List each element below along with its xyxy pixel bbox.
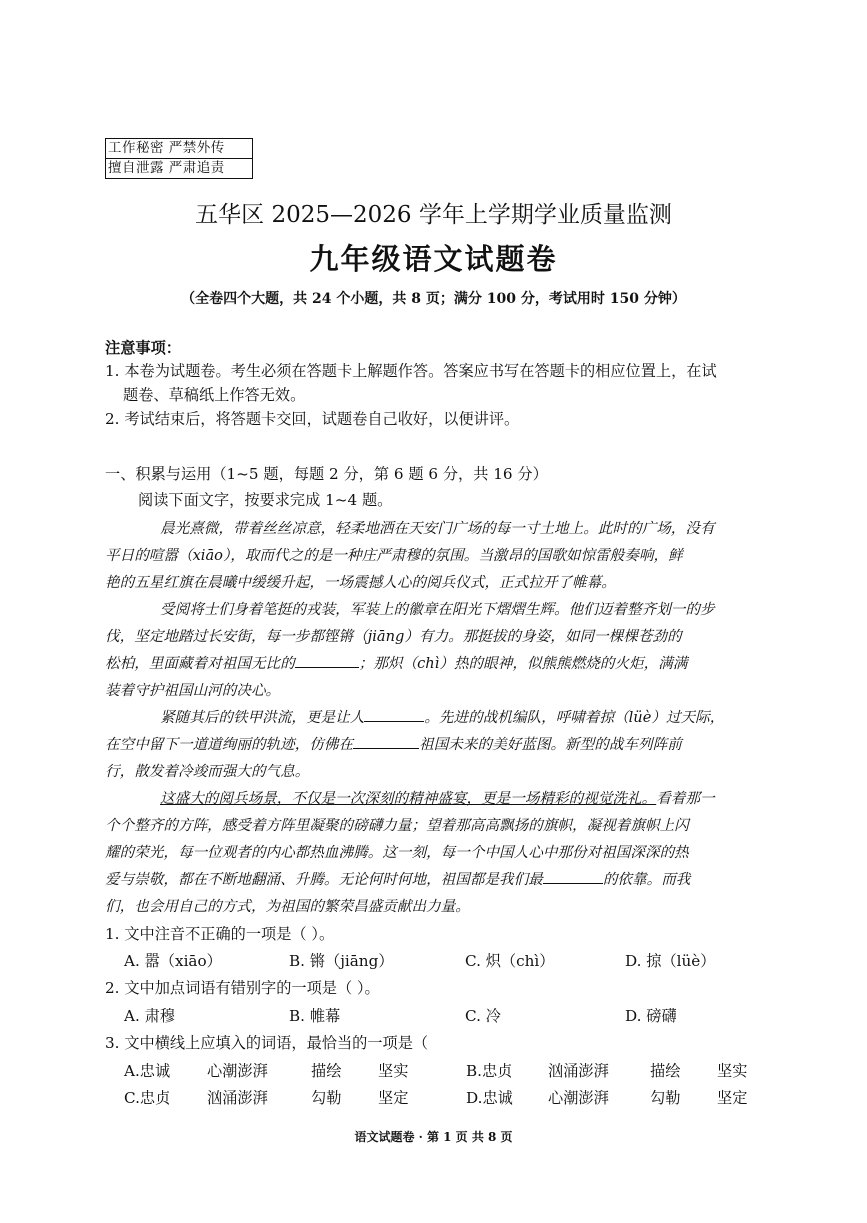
note-1-cont: 题卷、草稿纸上作答无效。 bbox=[123, 386, 306, 404]
passage-text: 爱与崇敬，都在不断地翻涌、升腾。无论何时何地，祖国都是我们最 bbox=[105, 871, 543, 888]
q3-option-d-word: 勾勒 bbox=[650, 1089, 681, 1107]
passage-line bbox=[105, 868, 690, 889]
q3-option-a-word: 心潮澎湃 bbox=[207, 1062, 268, 1080]
passage-text: 紧随其后的铁甲洪流，更是让人 bbox=[160, 709, 365, 726]
confidential-stamp bbox=[105, 138, 253, 179]
q3-option-d: D.忠诚 bbox=[466, 1089, 513, 1107]
passage-line: 装着守护祖国山河的决心。 bbox=[105, 682, 281, 699]
passage-line: 个个整齐的方阵，感受着方阵里凝聚的磅礴力量；望着那高高飘扬的旗帜，凝视着旗帜上闪 bbox=[105, 817, 689, 834]
exam-info: （全卷四个大题，共 24 个小题，共 8 页；满分 100 分，考试用时 150 分钟） bbox=[181, 291, 686, 307]
passage-text: 祖国未来的美好蓝图。新型的战车列阵前 bbox=[419, 736, 682, 753]
note-1: 1. 本卷为试题卷。考生必须在答题卡上解题作答。答案应书写在答题卡的相应位置上，在试 bbox=[105, 362, 717, 380]
q3-option-b-word: 坚实 bbox=[717, 1062, 748, 1080]
q3-option-c-word: 汹涌澎湃 bbox=[207, 1089, 268, 1107]
q3-option-c-word: 坚定 bbox=[378, 1089, 409, 1107]
q3-option-a-word: 坚实 bbox=[378, 1062, 409, 1080]
passage-text: 松柏，里面藏着对祖国无比的 bbox=[105, 655, 295, 672]
passage-line: 耀的荣光，每一位观者的内心都热血沸腾。这一刻，每一个中国人心中那份对祖国深深的热 bbox=[105, 844, 689, 861]
page-footer: 语文试题卷 · 第 1 页 共 8 页 bbox=[354, 1130, 513, 1144]
q2-option-b: B. 帷幕 bbox=[289, 1007, 341, 1025]
q3-option-b-word: 汹涌澎湃 bbox=[548, 1062, 609, 1080]
passage-text: ；那炽（chì）热的眼神，似熊熊燃烧的火炬，满满 bbox=[358, 655, 688, 672]
passage-text: 。先进的战机编队，呼啸着掠（lüè）过天际， bbox=[424, 709, 725, 726]
q3-option-b: B.忠贞 bbox=[466, 1062, 513, 1080]
q3-option-b-word: 描绘 bbox=[650, 1062, 681, 1080]
passage-line: 受阅将士们身着笔挺的戎装，军装上的徽章在阳光下熠熠生辉。他们迈着整齐划一的步 bbox=[160, 601, 715, 618]
q3-option-c-word: 勾勒 bbox=[311, 1089, 342, 1107]
q2-option-a: A. 肃穆 bbox=[124, 1007, 175, 1025]
passage-line bbox=[160, 787, 715, 808]
q3-option-a-word: 描绘 bbox=[311, 1062, 342, 1080]
passage-line: 行，散发着冷竣而强大的气息。 bbox=[105, 763, 310, 780]
passage-line bbox=[105, 652, 687, 673]
question-3-stem: 3. 文中横线上应填入的词语，最恰当的一项是（ bbox=[105, 1034, 429, 1052]
stamp-line-2: 擅自泄露 严肃追责 bbox=[106, 158, 252, 178]
q3-option-d-word: 坚定 bbox=[717, 1089, 748, 1107]
section-1-heading: 一、积累与运用（1~5 题，每题 2 分，第 6 题 6 分，共 16 分） bbox=[105, 465, 548, 483]
q1-option-b: B. 锵（jiāng） bbox=[289, 952, 394, 970]
passage-line: 伐，坚定地踏过长安街，每一步都铿锵（jiāng）有力。那挺拔的身姿，如同一棵棵苍劲的 bbox=[105, 628, 682, 645]
underlined-sentence: 这盛大的阅兵场景，不仅是一次深刻的精神盛宴，更是一场精彩的视觉洗礼。 bbox=[160, 790, 657, 807]
answer-blank bbox=[543, 869, 603, 884]
answer-blank bbox=[364, 707, 424, 722]
passage-text: 的依靠。而我 bbox=[602, 871, 691, 888]
passage-line: 们，也会用自己的方式，为祖国的繁荣昌盛贡献出力量。 bbox=[105, 898, 470, 915]
question-2-stem: 2. 文中加点词语有错别字的一项是（ ）。 bbox=[105, 979, 380, 997]
q3-option-c: C.忠贞 bbox=[124, 1089, 171, 1107]
passage-line bbox=[105, 733, 682, 754]
q2-option-c: C. 冷 bbox=[465, 1007, 501, 1025]
question-1-stem: 1. 文中注音不正确的一项是（ ）。 bbox=[105, 925, 335, 943]
passage-line: 平日的喧嚣（xiāo），取而代之的是一种庄严肃穆的氛围。当激昂的国歌如惊雷般奏响，鲜 bbox=[105, 547, 683, 564]
passage-line bbox=[160, 706, 724, 727]
q2-option-d: D. 磅礴 bbox=[625, 1007, 677, 1025]
q1-option-c: C. 炽（chì） bbox=[465, 952, 555, 970]
notes-heading: 注意事项： bbox=[105, 339, 181, 357]
answer-blank bbox=[353, 734, 419, 749]
passage-text: 在空中留下一道道绚丽的轨迹，仿佛在 bbox=[105, 736, 354, 753]
q1-option-d: D. 掠（lüè） bbox=[625, 952, 716, 970]
q3-option-d-word: 心潮澎湃 bbox=[548, 1089, 609, 1107]
exam-title: 五华区 2025—2026 学年上学期学业质量监测 bbox=[195, 202, 672, 228]
note-2: 2. 考试结束后，将答题卡交回，试题卷自己收好，以便讲评。 bbox=[105, 410, 520, 428]
q3-option-a: A.忠诚 bbox=[124, 1062, 171, 1080]
passage-line: 晨光熹微，带着丝丝凉意，轻柔地洒在天安门广场的每一寸土地上。此时的广场，没有 bbox=[160, 520, 715, 537]
paper-title: 九年级语文试题卷 bbox=[309, 242, 558, 276]
q1-option-a: A. 嚣（xiāo） bbox=[124, 952, 222, 970]
answer-blank bbox=[295, 653, 359, 668]
stamp-line-1: 工作秘密 严禁外传 bbox=[108, 140, 225, 156]
passage-line: 艳的五星红旗在晨曦中缓缓升起，一场震撼人心的阅兵仪式，正式拉开了帷幕。 bbox=[105, 574, 616, 591]
passage-text: 看着那一 bbox=[656, 790, 715, 807]
section-1-intro: 阅读下面文字，按要求完成 1~4 题。 bbox=[138, 491, 393, 509]
